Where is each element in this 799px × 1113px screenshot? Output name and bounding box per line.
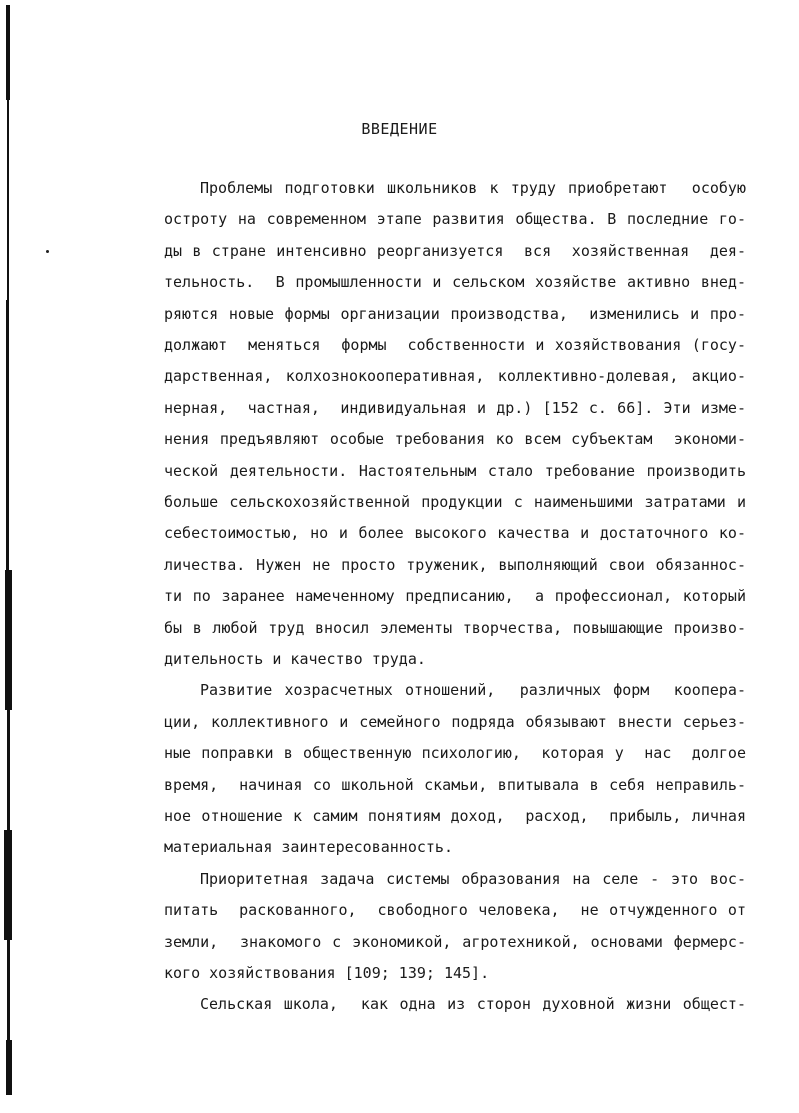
page-title: ВВЕДЕНИЕ bbox=[361, 120, 438, 138]
text-line: ческой деятельности. Настоятельным стало требование производить bbox=[164, 461, 746, 480]
text-line: ные поправки в общественную психологию, которая у нас долгое bbox=[164, 744, 746, 763]
text-line: бы в любой труд вносил элементы творчества, повышающие произво- bbox=[164, 618, 746, 637]
text-line: земли, знакомого с экономикой, агротехникой, основами фермерс- bbox=[164, 932, 746, 951]
text-line: материальная заинтересованность. bbox=[164, 838, 453, 857]
scan-speck bbox=[46, 250, 49, 253]
scan-edge-artifact bbox=[4, 0, 14, 1113]
text-line: ды в стране интенсивно реорганизуется вся хозяйственная дея- bbox=[164, 241, 746, 260]
text-line: должают меняться формы собственности и хозяйствования (госу- bbox=[164, 336, 746, 354]
text-line: Сельская школа, как одна из сторон духовной жизни общест- bbox=[200, 995, 746, 1014]
text-line: ти по заранее намеченному предписанию, а профессионал, который bbox=[164, 587, 746, 606]
text-line: тельность. В промышленности и сельском хозяйстве активно внед- bbox=[164, 273, 746, 292]
text-line: дарственная, колхознокооперативная, коллективно-долевая, акцио- bbox=[164, 367, 746, 386]
text-line: Приоритетная задача системы образования на селе - это вос- bbox=[200, 869, 746, 888]
text-line: дительность и качество труда. bbox=[164, 650, 426, 668]
text-line: время, начиная со школьной скамьи, впитывала в себя неправиль- bbox=[164, 775, 746, 794]
text-line: личества. Нужен не просто труженик, выполняющий свои обязаннос- bbox=[164, 555, 746, 574]
text-line: Развитие хозрасчетных отношений, различных форм коопера- bbox=[200, 681, 746, 700]
text-line: ное отношение к самим понятиям доход, расход, прибыль, личная bbox=[164, 807, 746, 825]
text-line: Проблемы подготовки школьников к труду приобретают особую bbox=[200, 179, 746, 197]
text-line: себестоимостью, но и более высокого качества и достаточного ко- bbox=[164, 524, 746, 543]
text-line: нерная, частная, индивидуальная и др.) [152 с. 66]. Эти изме- bbox=[164, 398, 746, 417]
text-line: ряются новые формы организации производства, изменились и про- bbox=[164, 304, 746, 323]
text-line: ции, коллективного и семейного подряда обязывают внести серьез- bbox=[164, 712, 746, 731]
text-line: больше сельскохозяйственной продукции с наименьшими затратами и bbox=[164, 493, 746, 511]
text-line: кого хозяйствования [109; 139; 145]. bbox=[164, 964, 490, 982]
text-line: питать раскованного, свободного человека, не отчужденного от bbox=[164, 901, 746, 920]
text-line: нения предъявляют особые требования ко всем субъектам экономи- bbox=[164, 430, 746, 449]
text-line: остроту на современном этапе развития общества. В последние го- bbox=[164, 210, 746, 229]
